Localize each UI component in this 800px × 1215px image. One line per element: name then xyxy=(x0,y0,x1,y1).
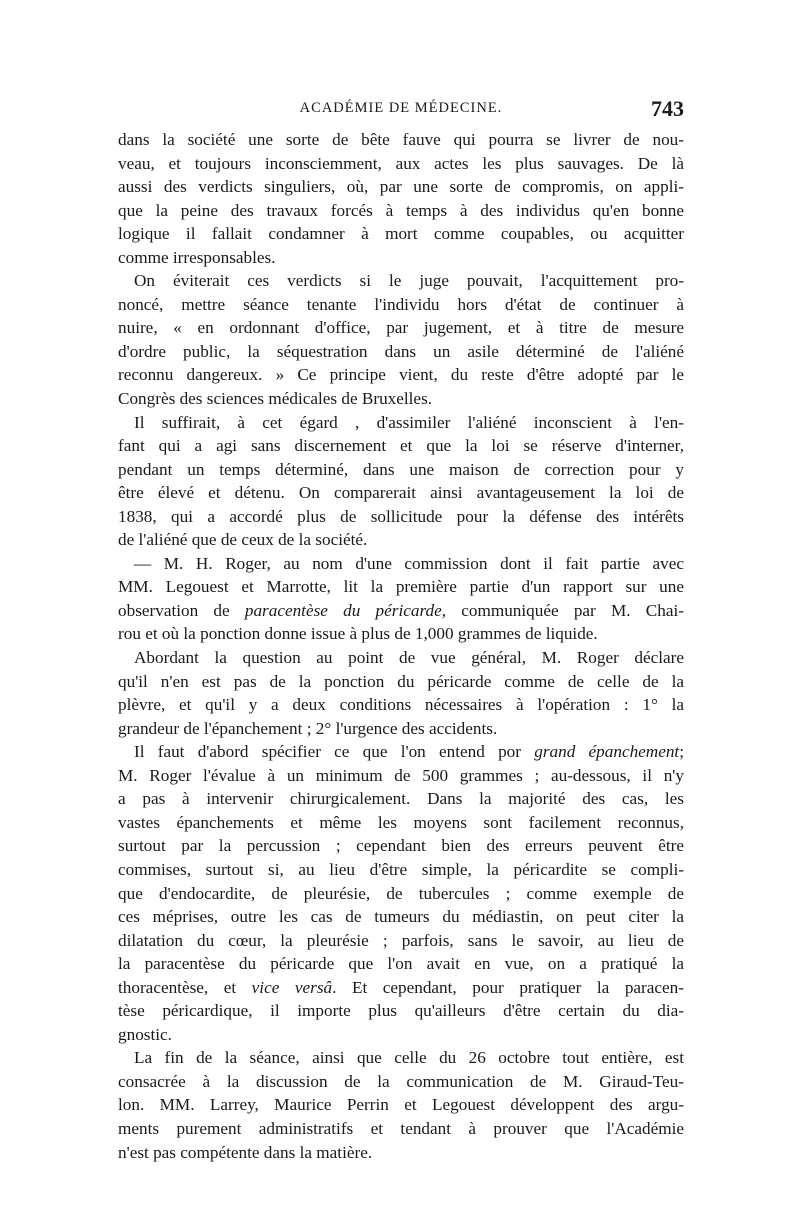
text-segment: de l'aliéné que de ceux de la société. xyxy=(118,530,368,550)
text-line xyxy=(118,411,684,435)
text-segment: dans la société une sorte de bête fauve qui pourra se livrer de nou- xyxy=(118,130,684,149)
text-line xyxy=(118,693,684,717)
text-segment: plèvre, et qu'il y a deux conditions nécessaires à l'opération : 1° la xyxy=(118,695,684,715)
text-segment: ces méprises, outre les cas de tumeurs du médiastin, on peut citer la xyxy=(118,907,684,927)
text-line xyxy=(118,834,684,858)
text-line xyxy=(118,1046,684,1070)
text-line xyxy=(118,340,684,364)
text-segment: grandeur de l'épanchement ; 2° l'urgence des accidents. xyxy=(118,718,498,738)
text-segment: consacrée à la discussion de la communication de M. Giraud-Teu- xyxy=(118,1071,684,1091)
text-segment: qu'il n'en est pas de la ponction du péricarde comme de celle de la xyxy=(118,671,684,691)
text-line xyxy=(118,717,684,741)
text-line xyxy=(118,764,684,788)
page-number: 743 xyxy=(651,96,684,121)
text-line xyxy=(118,246,684,270)
text-segment: la paracentèse du péricarde que l'on avait en vue, on a pratiqué la xyxy=(118,954,684,974)
text-line xyxy=(118,1070,684,1094)
text-line xyxy=(118,552,684,576)
text-line xyxy=(118,622,684,646)
text-segment: lon. MM. Larrey, Maurice Perrin et Legouest développent des argu- xyxy=(118,1095,684,1115)
text-line xyxy=(118,152,684,176)
text-line xyxy=(118,740,684,764)
text-line xyxy=(118,1093,684,1117)
text-segment: On éviterait ces verdicts si le juge pouvait, l'acquittement pro- xyxy=(134,271,684,291)
text-line xyxy=(118,929,684,953)
text-segment: rou et où la ponction donne issue à plus de 1,000 grammes de liquide. xyxy=(118,624,598,644)
text-line xyxy=(118,1117,684,1141)
text-segment: reconnu dangereux. » Ce principe vient, du reste d'être adopté par le xyxy=(118,365,684,385)
text-segment: tèse péricardique, il importe plus qu'ailleurs d'être certain du dia- xyxy=(118,1001,684,1021)
text-segment: logique il fallait condamner à mort comme coupables, ou acquitter xyxy=(118,224,684,244)
italic-text: vice versâ xyxy=(251,977,333,997)
text-line xyxy=(118,128,684,152)
text-line xyxy=(118,269,684,293)
text-segment: MM. Legouest et Marrotte, lit la première partie d'un rapport sur une xyxy=(118,577,684,597)
text-segment: comme irresponsables. xyxy=(118,247,276,267)
text-line xyxy=(118,858,684,882)
text-segment: observation de xyxy=(118,600,245,620)
text-segment: commises, surtout si, au lieu d'être simple, la péricardite se compli- xyxy=(118,859,684,879)
text-line xyxy=(118,976,684,1000)
text-segment: Abordant la question au point de vue général, M. Roger déclare xyxy=(134,648,684,668)
text-line xyxy=(118,293,684,317)
text-line xyxy=(118,999,684,1023)
text-segment: pendant un temps déterminé, dans une maison de correction pour y xyxy=(118,459,684,479)
text-segment: La fin de la séance, ainsi que celle du 26 octobre tout entière, est xyxy=(134,1048,684,1068)
text-line xyxy=(118,316,684,340)
text-line xyxy=(118,575,684,599)
text-segment: d'ordre public, la séquestration dans un asile déterminé de l'aliéné xyxy=(118,341,684,361)
text-segment: . Et cependant, pour pratiquer la paracen- xyxy=(332,977,684,997)
text-line xyxy=(118,458,684,482)
text-segment: fant qui a agi sans discernement et que la loi se réserve d'interner, xyxy=(118,436,684,456)
text-line xyxy=(118,787,684,811)
text-segment: nuire, « en ordonnant d'office, par jugement, et à titre de mesure xyxy=(118,318,684,338)
text-line xyxy=(118,952,684,976)
running-head: ACADÉMIE DE MÉDECINE. xyxy=(299,100,503,116)
text-line xyxy=(118,199,684,223)
text-segment: , communiquée par M. Chai- xyxy=(441,600,684,620)
italic-text: grand épanchement xyxy=(534,742,680,762)
text-segment: thoracentèse, et xyxy=(118,977,252,997)
text-line xyxy=(118,222,684,246)
text-line xyxy=(118,670,684,694)
text-line xyxy=(118,528,684,552)
text-line xyxy=(118,505,684,529)
text-line xyxy=(118,882,684,906)
text-line xyxy=(118,481,684,505)
text-line xyxy=(118,811,684,835)
text-line xyxy=(118,599,684,623)
text-line xyxy=(118,363,684,387)
text-segment: n'est pas compétente dans la matière. xyxy=(118,1142,373,1162)
text-segment: que la peine des travaux forcés à temps à des individus qu'en bonne xyxy=(118,200,684,220)
text-segment: que d'endocardite, de pleurésie, de tubercules ; comme exemple de xyxy=(118,883,684,903)
text-segment: aussi des verdicts singuliers, où, par une sorte de compromis, on appli- xyxy=(118,177,684,197)
text-segment: Congrès des sciences médicales de Bruxelles. xyxy=(118,389,433,409)
text-segment: a pas à intervenir chirurgicalement. Dans la majorité des cas, les xyxy=(118,789,684,809)
text-line xyxy=(118,1023,684,1047)
text-segment: gnostic. xyxy=(118,1024,172,1044)
body-text xyxy=(118,128,684,1164)
text-line xyxy=(118,905,684,929)
text-line xyxy=(118,175,684,199)
text-segment: — M. H. Roger, au nom d'une commission dont il fait partie avec xyxy=(134,553,684,573)
text-segment: M. Roger l'évalue à un minimum de 500 grammes ; au-dessous, il n'y xyxy=(118,765,684,785)
text-segment: être élevé et détenu. On comparerait ainsi avantageusement la loi de xyxy=(118,483,684,503)
italic-text: paracentèse du péricarde xyxy=(244,600,442,620)
text-line xyxy=(118,1141,684,1165)
text-segment: vastes épanchements et même les moyens sont facilement reconnus, xyxy=(118,812,684,832)
text-segment: Il faut d'abord spécifier ce que l'on entend por xyxy=(134,742,535,762)
text-segment: ments purement administratifs et tendant à prouver que l'Académie xyxy=(118,1118,684,1138)
text-line xyxy=(118,387,684,411)
text-line xyxy=(118,434,684,458)
text-segment: noncé, mettre séance tenante l'individu hors d'état de continuer à xyxy=(118,294,684,314)
text-segment: dilatation du cœur, la pleurésie ; parfois, sans le savoir, au lieu de xyxy=(118,930,684,950)
text-segment: Il suffirait, à cet égard , d'assimiler l'aliéné inconscient à l'en- xyxy=(134,412,684,432)
text-segment: ; xyxy=(679,742,684,762)
text-segment: veau, et toujours inconsciemment, aux actes les plus sauvages. De là xyxy=(118,153,684,173)
text-line xyxy=(118,646,684,670)
page-header xyxy=(118,96,684,126)
text-segment: 1838, qui a accordé plus de sollicitude pour la défense des intérêts xyxy=(118,506,684,526)
text-segment: surtout par la percussion ; cependant bien des erreurs peuvent être xyxy=(118,836,684,856)
